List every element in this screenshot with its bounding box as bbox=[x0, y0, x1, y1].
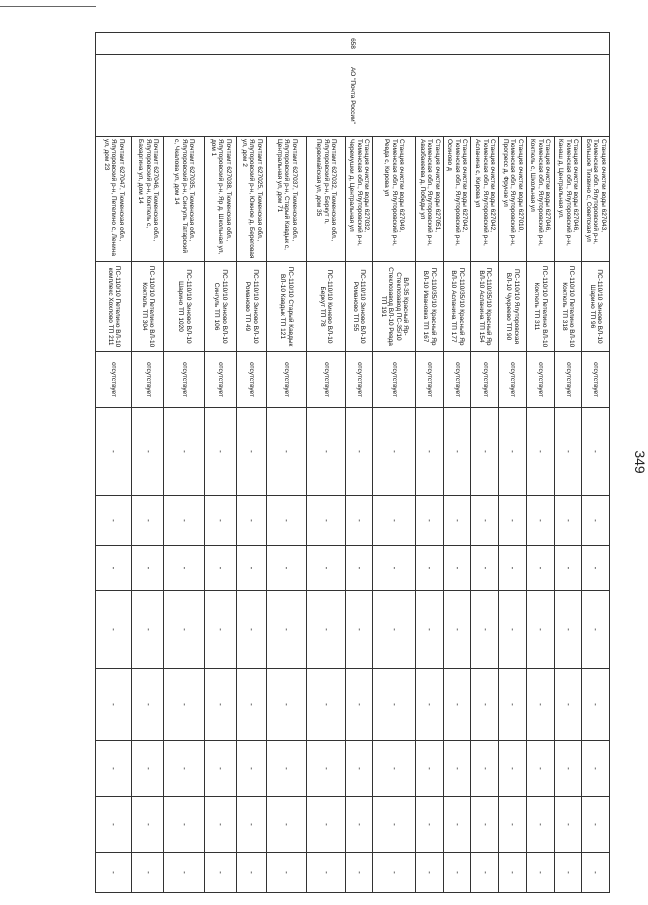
dash-cell: - bbox=[204, 741, 236, 797]
dash-cell: - bbox=[373, 591, 416, 669]
dash-cell: - bbox=[266, 496, 307, 546]
status-cell: отсутствует bbox=[415, 352, 443, 408]
dash-cell: - bbox=[554, 496, 582, 546]
dash-cell: - bbox=[443, 408, 471, 496]
dash-cell: - bbox=[164, 669, 205, 741]
substation-cell: ПС-110/35/10 Красный Яр ВЛ-10 Асланина ТП 154 bbox=[471, 262, 499, 352]
dash-cell: - bbox=[443, 853, 471, 893]
status-cell: отсутствует bbox=[164, 352, 205, 408]
dash-cell: - bbox=[415, 591, 443, 669]
table-row bbox=[554, 33, 582, 893]
dash-cell: - bbox=[443, 496, 471, 546]
dash-cell: - bbox=[373, 669, 416, 741]
substation-cell: ПС-110/10 Зиново ВЛ-10 Шарино ТП 96 bbox=[582, 262, 610, 352]
dash-cell: - bbox=[443, 591, 471, 669]
status-cell: отсутствует bbox=[373, 352, 416, 408]
dash-cell: - bbox=[526, 741, 554, 797]
rotated-page bbox=[95, 32, 648, 892]
dash-cell: - bbox=[554, 669, 582, 741]
substation-cell: ПС-110/10 Ялуторовская ВЛ-10 Чукреево ТП 90 bbox=[499, 262, 527, 352]
dash-cell: - bbox=[345, 496, 373, 546]
dash-cell: - bbox=[236, 797, 266, 853]
dash-cell: - bbox=[499, 669, 527, 741]
dash-cell: - bbox=[307, 797, 345, 853]
dash-cell: - bbox=[345, 797, 373, 853]
status-cell: отсутствует bbox=[443, 352, 471, 408]
dash-cell: - bbox=[307, 546, 345, 591]
dash-cell: - bbox=[266, 853, 307, 893]
status-cell: отсутствует bbox=[204, 352, 236, 408]
dash-cell: - bbox=[526, 797, 554, 853]
status-cell: отсутствует bbox=[526, 352, 554, 408]
dash-cell: - bbox=[307, 669, 345, 741]
table-row bbox=[164, 33, 205, 893]
dash-cell: - bbox=[415, 669, 443, 741]
organization-cell: АО "Почта России" bbox=[96, 55, 610, 137]
dash-cell: - bbox=[582, 408, 610, 496]
address-cell: Станция очистки воды 627032, Тюменская обл., Ялуторовский р-н, Черемушки д, Центральная ул bbox=[345, 137, 373, 262]
dash-cell: - bbox=[307, 496, 345, 546]
dash-cell: - bbox=[164, 591, 205, 669]
row-number-cell: 658 bbox=[96, 33, 610, 55]
dash-cell: - bbox=[582, 669, 610, 741]
dash-cell: - bbox=[526, 669, 554, 741]
dash-cell: - bbox=[307, 853, 345, 893]
dash-cell: - bbox=[204, 853, 236, 893]
dash-cell: - bbox=[345, 591, 373, 669]
status-cell: отсутствует bbox=[471, 352, 499, 408]
dash-cell: - bbox=[96, 591, 132, 669]
dash-cell: - bbox=[582, 496, 610, 546]
dash-cell: - bbox=[96, 408, 132, 496]
dash-cell: - bbox=[373, 853, 416, 893]
dash-cell: - bbox=[96, 496, 132, 546]
dash-cell: - bbox=[443, 741, 471, 797]
dash-cell: - bbox=[471, 546, 499, 591]
dash-cell: - bbox=[499, 591, 527, 669]
dash-cell: - bbox=[373, 496, 416, 546]
dash-cell: - bbox=[499, 496, 527, 546]
dash-cell: - bbox=[554, 546, 582, 591]
dash-cell: - bbox=[132, 591, 164, 669]
dash-cell: - bbox=[415, 797, 443, 853]
substation-cell: ПС-110/10 Зиново ВЛ-10 Сингуль ТП 106 bbox=[204, 262, 236, 352]
status-cell: отсутствует bbox=[96, 352, 132, 408]
substation-cell: ВЛ-35 Красный Яр-Стеклозавод ПС-35/10 Стеклозавод ВЛ-10 Ревда ТП 191 bbox=[373, 262, 416, 352]
dash-cell: - bbox=[236, 591, 266, 669]
dash-cell: - bbox=[164, 797, 205, 853]
address-cell: Станция очистки воды 627046, Тюменская обл., Ялуторовский р-н, Канаш д, Центральная ул. bbox=[554, 137, 582, 262]
dash-cell: - bbox=[345, 546, 373, 591]
dash-cell: - bbox=[373, 797, 416, 853]
dash-cell: - bbox=[266, 546, 307, 591]
dash-cell: - bbox=[307, 408, 345, 496]
dash-cell: - bbox=[526, 591, 554, 669]
substation-cell: ПС-110/10 Зиново ВЛ-10 Романово ТП 49 bbox=[236, 262, 266, 352]
dash-cell: - bbox=[471, 591, 499, 669]
dash-cell: - bbox=[554, 591, 582, 669]
dash-cell: - bbox=[415, 496, 443, 546]
dash-cell: - bbox=[415, 408, 443, 496]
status-cell: отсутствует bbox=[132, 352, 164, 408]
substation-cell: ПС-110/10 Зиново ВЛ-10 Шарино ТП 1020 bbox=[164, 262, 205, 352]
dash-cell: - bbox=[236, 546, 266, 591]
table-row bbox=[471, 33, 499, 893]
address-cell: Почтамт 627037, Тюменская обл., Ялуторовский р-н, Старый Кавдык с, Центральная ул, дом 71 bbox=[266, 137, 307, 262]
address-cell: Станция очистки воды 627051, Тюменская обл., Ялуторовский р-н, Авазбакеева д, Победы ул bbox=[415, 137, 443, 262]
table-row bbox=[345, 33, 373, 893]
dash-cell: - bbox=[96, 669, 132, 741]
table-row bbox=[415, 33, 443, 893]
address-cell: Станция очистки воды 627042, Тюменская обл., Ялуторовский р-н, Осиново д bbox=[443, 137, 471, 262]
dash-cell: - bbox=[266, 408, 307, 496]
dash-cell: - bbox=[164, 408, 205, 496]
dash-cell: - bbox=[443, 797, 471, 853]
table-row bbox=[499, 33, 527, 893]
status-cell: отсутствует bbox=[307, 352, 345, 408]
dash-cell: - bbox=[443, 546, 471, 591]
dash-cell: - bbox=[582, 546, 610, 591]
address-cell: Почтамт 627046, Тюменская обл., Ялуторовский р-н, Коктюль с, Бахаргина ул, дом 14 bbox=[132, 137, 164, 262]
dash-cell: - bbox=[132, 797, 164, 853]
dash-cell: - bbox=[266, 669, 307, 741]
dash-cell: - bbox=[236, 669, 266, 741]
substation-cell: ПС-110/35/10 Красный Яр ВЛ-10 Ивановка ТП 167 bbox=[415, 262, 443, 352]
address-cell: Почтамт 627047, Тюменская обл., Ялуторовский р-н, Петелино с, Ленина ул, дом 23 bbox=[96, 137, 132, 262]
dash-cell: - bbox=[164, 853, 205, 893]
dash-cell: - bbox=[415, 546, 443, 591]
dash-cell: - bbox=[554, 408, 582, 496]
status-cell: отсутствует bbox=[554, 352, 582, 408]
dash-cell: - bbox=[204, 669, 236, 741]
dash-cell: - bbox=[164, 741, 205, 797]
table-row bbox=[236, 33, 266, 893]
address-cell: Станция очистки воды 627043, Тюменская обл. Ялуторовский р-н, Большое Тихвино с, Советская ул bbox=[582, 137, 610, 262]
address-cell: Станция очистки воды 627010, Тюменская обл., Ялуторовский р-н, Прогресс д, Фрунзе ул bbox=[499, 137, 527, 262]
dash-cell: - bbox=[96, 546, 132, 591]
dash-cell: - bbox=[236, 408, 266, 496]
dash-cell: - bbox=[582, 797, 610, 853]
dash-cell: - bbox=[96, 853, 132, 893]
dash-cell: - bbox=[471, 669, 499, 741]
dash-cell: - bbox=[266, 797, 307, 853]
dash-cell: - bbox=[499, 797, 527, 853]
dash-cell: - bbox=[499, 546, 527, 591]
dash-cell: - bbox=[132, 496, 164, 546]
dash-cell: - bbox=[471, 408, 499, 496]
table-row bbox=[204, 33, 236, 893]
status-cell: отсутствует bbox=[266, 352, 307, 408]
dash-cell: - bbox=[345, 853, 373, 893]
table-row bbox=[132, 33, 164, 893]
dash-cell: - bbox=[132, 408, 164, 496]
dash-cell: - bbox=[266, 591, 307, 669]
dash-cell: - bbox=[499, 853, 527, 893]
dash-cell: - bbox=[471, 741, 499, 797]
dash-cell: - bbox=[499, 741, 527, 797]
table-row bbox=[526, 33, 554, 893]
table-row bbox=[266, 33, 307, 893]
dash-cell: - bbox=[582, 853, 610, 893]
table-row bbox=[307, 33, 345, 893]
dash-cell: - bbox=[415, 741, 443, 797]
dash-cell: - bbox=[499, 408, 527, 496]
substation-cell: ПС-110/35/10 Красный Яр ВЛ-10 Асланина ТП 177 bbox=[443, 262, 471, 352]
dash-cell: - bbox=[307, 741, 345, 797]
table-row bbox=[443, 33, 471, 893]
dash-cell: - bbox=[132, 853, 164, 893]
dash-cell: - bbox=[236, 496, 266, 546]
table-row bbox=[582, 33, 610, 893]
status-cell: отсутствует bbox=[345, 352, 373, 408]
substation-cell: ПС-110/10 Зиново ВЛ-10 Романово ТП 55 bbox=[345, 262, 373, 352]
dash-cell: - bbox=[164, 546, 205, 591]
dash-cell: - bbox=[236, 853, 266, 893]
address-cell: Станция очистки воды 627046, Тюменская обл., Ялуторовский р-н, Коктюль с, Школьная ул bbox=[526, 137, 554, 262]
dash-cell: - bbox=[266, 741, 307, 797]
dash-cell: - bbox=[471, 496, 499, 546]
dash-cell: - bbox=[204, 797, 236, 853]
substation-cell: ПС-110/10 Петелино ВЛ-10 Коктюль ТП 304 bbox=[132, 262, 164, 352]
address-cell: Почтамт 627025, Тюменская обл., Ялуторовский р-н, Южное д, Береговая ул, дом 2 bbox=[236, 137, 266, 262]
dash-cell: - bbox=[345, 741, 373, 797]
dash-cell: - bbox=[373, 546, 416, 591]
substation-cell: ПС-110/10 Петелино ВЛ-10 комплекс Хохлово ТП 211 bbox=[96, 262, 132, 352]
dash-cell: - bbox=[526, 546, 554, 591]
dash-cell: - bbox=[345, 408, 373, 496]
dash-cell: - bbox=[471, 853, 499, 893]
table-row bbox=[373, 33, 416, 893]
table-row bbox=[96, 33, 132, 893]
substation-cell: ПС-110/10 Петелино ВЛ-10 Коктюль ТП 311 bbox=[526, 262, 554, 352]
dash-cell: - bbox=[307, 591, 345, 669]
dash-cell: - bbox=[132, 546, 164, 591]
dash-cell: - bbox=[471, 797, 499, 853]
page-number: 349 bbox=[632, 450, 648, 474]
dash-cell: - bbox=[132, 669, 164, 741]
dash-cell: - bbox=[132, 741, 164, 797]
substation-cell: ПС-110/10 Кинево ВЛ-10 Беркут ТП 78 bbox=[307, 262, 345, 352]
status-cell: отсутствует bbox=[499, 352, 527, 408]
dash-cell: - bbox=[164, 496, 205, 546]
data-table bbox=[95, 32, 610, 893]
status-cell: отсутствует bbox=[582, 352, 610, 408]
dash-cell: - bbox=[204, 496, 236, 546]
dash-cell: - bbox=[582, 741, 610, 797]
dash-cell: - bbox=[554, 741, 582, 797]
status-cell: отсутствует bbox=[236, 352, 266, 408]
address-cell: Станция очистки воды 627049, Тюменская обл., Ялуторовский р-н, Ревда с, Кирова ул bbox=[373, 137, 416, 262]
dash-cell: - bbox=[554, 797, 582, 853]
dash-cell: - bbox=[204, 591, 236, 669]
address-cell: Станция очистки воды 627042, Тюменская обл., Ялуторовский р-н, Асланина с, Кирова ул bbox=[471, 137, 499, 262]
dash-cell: - bbox=[345, 669, 373, 741]
dash-cell: - bbox=[582, 591, 610, 669]
dash-cell: - bbox=[526, 496, 554, 546]
address-cell: Почтамт 627038, Тюменская обл., Ялуторовский р-н, Яр д, Школьная ул, дом 1 bbox=[204, 137, 236, 262]
dash-cell: - bbox=[526, 853, 554, 893]
top-rule bbox=[0, 6, 96, 7]
substation-cell: ПС-110/10 Петелино ВЛ-10 Коктюль ТП 318 bbox=[554, 262, 582, 352]
address-cell: Почтамт 627035, Тюменская обл., Ялуторовский р-н, Сингуль Татарский с, Чкалова ул, дом 14 bbox=[164, 137, 205, 262]
dash-cell: - bbox=[443, 669, 471, 741]
address-cell: Почтамт 627032, Тюменская обл., Ялуторовский р-н, Беркут п, Первомайская ул, дом 35 bbox=[307, 137, 345, 262]
dash-cell: - bbox=[236, 741, 266, 797]
substation-cell: ПС-110/10 Старый Кавдык ВЛ-10 Кавдык ТП 121 bbox=[266, 262, 307, 352]
dash-cell: - bbox=[204, 546, 236, 591]
dash-cell: - bbox=[373, 408, 416, 496]
dash-cell: - bbox=[526, 408, 554, 496]
dash-cell: - bbox=[96, 797, 132, 853]
dash-cell: - bbox=[415, 853, 443, 893]
dash-cell: - bbox=[96, 741, 132, 797]
dash-cell: - bbox=[373, 741, 416, 797]
dash-cell: - bbox=[554, 853, 582, 893]
dash-cell: - bbox=[204, 408, 236, 496]
